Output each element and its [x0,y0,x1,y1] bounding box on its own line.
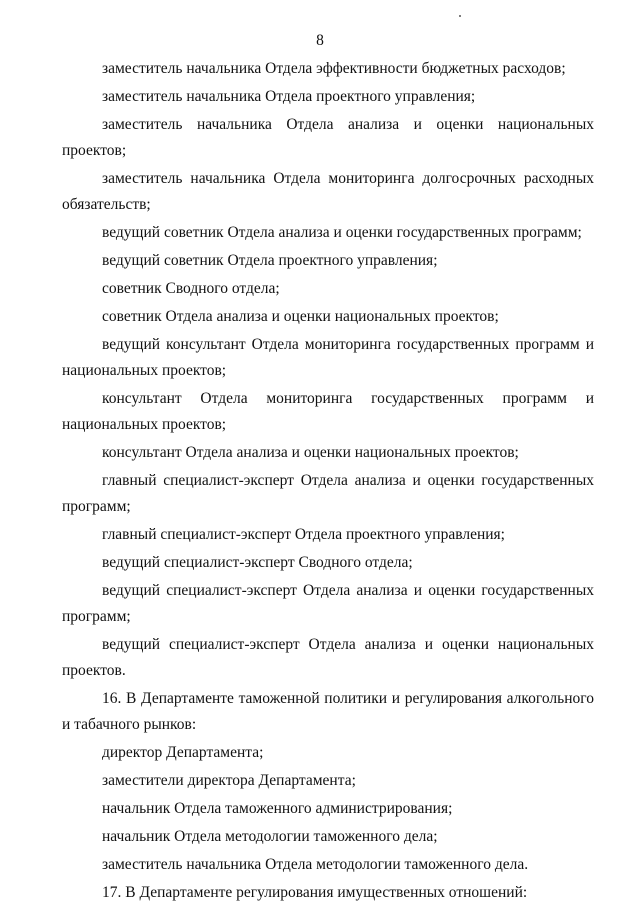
paragraph: заместитель начальника Отдела анализа и оценки национальных проектов; [62,116,594,159]
paragraph: ведущий специалист-эксперт Сводного отдела; [102,554,413,571]
paragraph: ведущий специалист-эксперт Отдела анализа и оценки государственных программ; [62,582,594,625]
paragraph: консультант Отдела мониторинга государственных программ и национальных проектов; [62,390,594,433]
section-heading: 16. В Департаменте таможенной политики и регулирования алкогольного и табачного рынков: [62,690,594,733]
paragraph: ведущий специалист-эксперт Отдела анализа и оценки национальных проектов. [62,636,594,679]
paragraph: консультант Отдела анализа и оценки национальных проектов; [102,444,519,461]
paragraph: заместители директора Департамента; [102,772,356,789]
paragraph: начальник Отдела методологии таможенного дела; [102,828,438,845]
paragraph: главный специалист-эксперт Отдела анализа и оценки государственных программ; [62,472,594,515]
paragraph: ведущий консультант Отдела мониторинга государственных программ и национальных проектов; [62,336,594,379]
paragraph: советник Отдела анализа и оценки национальных проектов; [102,308,499,325]
paragraph: ведущий советник Отдела проектного управления; [102,252,438,269]
paragraph: главный специалист-эксперт Отдела проектного управления; [102,526,505,543]
paragraph: советник Сводного отдела; [102,280,280,297]
paragraph: заместитель начальника Отдела методологии таможенного дела. [102,856,529,873]
document-body [62,56,594,908]
paragraph: заместитель начальника Отдела эффективности бюджетных расходов; [102,60,566,77]
paragraph: заместитель начальника Отдела проектного управления; [102,88,476,105]
paragraph: заместитель начальника Отдела мониторинга долгосрочных расходных обязательств; [62,170,594,213]
scan-speck [459,15,461,17]
section-heading: 17. В Департаменте регулирования имущественных отношений: [102,884,528,901]
page-number: 8 [316,32,324,49]
paragraph: ведущий советник Отдела анализа и оценки государственных программ; [102,224,582,241]
paragraph: начальник Отдела таможенного администрирования; [102,800,453,817]
paragraph: директор Департамента; [102,744,264,761]
